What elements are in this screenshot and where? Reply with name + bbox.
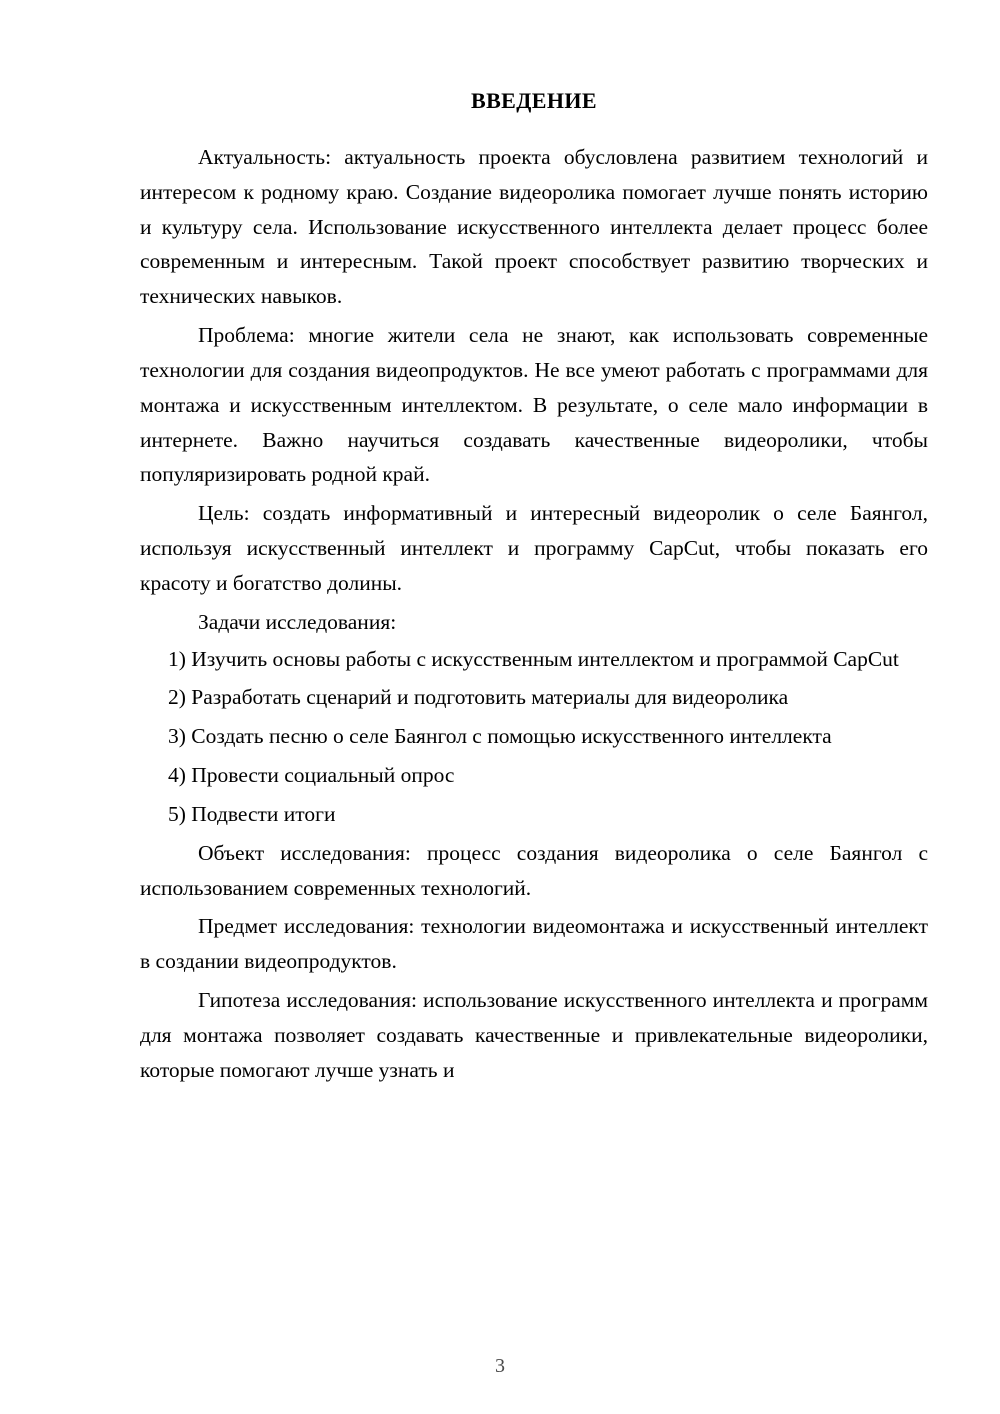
paragraph-relevance: Актуальность: актуальность проекта обусловлена развитием технологий и интересом к родному краю. Создание видеоролика помогает лучше понять историю и культуру села. Использование искусственного интеллекта делает процесс более современным и интересным. Такой проект способствует развитию творческих и технических навыков. (140, 145, 928, 309)
list-item: 2) Разработать сценарий и подготовить материалы для видеоролика (168, 685, 789, 710)
paragraph-subject: Предмет исследования: технологии видеомонтажа и искусственный интеллект в создании видеопродуктов. (140, 914, 928, 974)
list-item: 3) Создать песню о селе Баянгол с помощью искусственного интеллекта (168, 724, 832, 749)
list-item: 5) Подвести итоги (168, 801, 336, 826)
paragraph-tasks-heading: Задачи исследования: (198, 609, 397, 634)
page-title: ВВЕДЕНИЕ (471, 88, 597, 113)
paragraph-object: Объект исследования: процесс создания видеоролика о селе Баянгол с использованием современных технологий. (140, 840, 928, 900)
list-item: 4) Провести социальный опрос (168, 763, 455, 788)
paragraph-hypothesis: Гипотеза исследования: использование искусственного интеллекта и программ для монтажа позволяет создавать качественные и привлекательные видеоролики, которые помогают лучше узнать и (140, 988, 928, 1082)
page-number: 3 (495, 1355, 505, 1377)
list-item: 1) Изучить основы работы с искусственным интеллектом и программой CapCut (168, 646, 899, 671)
paragraph-goal: Цель: создать информативный и интересный видеоролик о селе Баянгол, используя искусственный интеллект и программу CapCut, чтобы показать его красоту и богатство долины. (140, 501, 928, 595)
paragraph-problem: Проблема: многие жители села не знают, как использовать современные технологии для создания видеопродуктов. Не все умеют работать с программами для монтажа и искусственным интеллектом. В результате, о селе мало информации в интернете. Важно научиться создавать качественные видеоролики, чтобы популяризировать родной край. (140, 323, 928, 487)
